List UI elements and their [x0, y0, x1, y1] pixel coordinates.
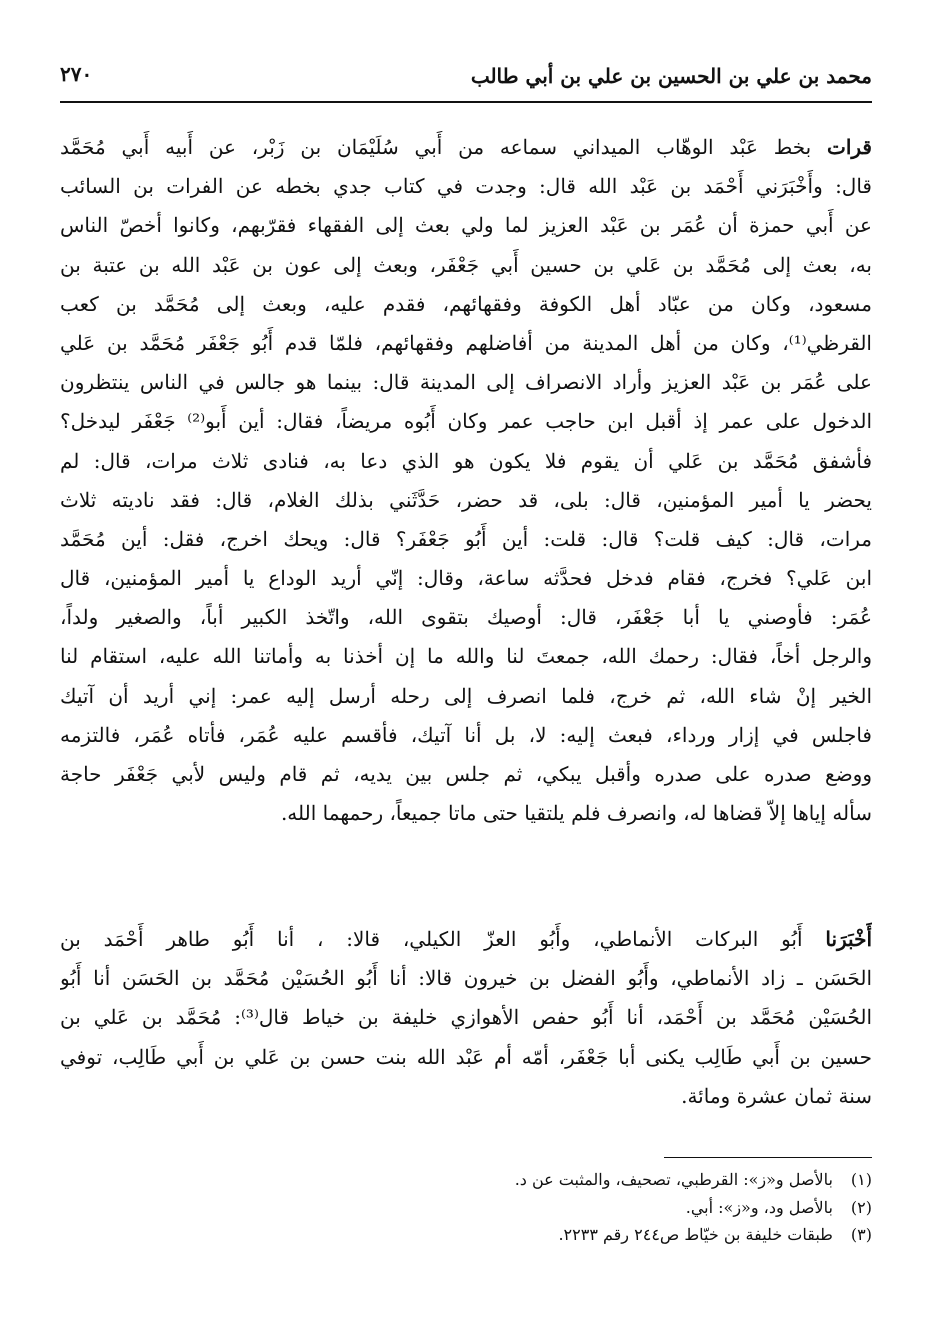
running-title: محمد بن علي بن الحسين بن علي بن أبي طالب: [470, 64, 872, 88]
footnotes: [60, 1166, 872, 1249]
running-header: [60, 58, 872, 100]
footnote: [60, 1194, 872, 1222]
text-line: فاجلس في إزار ورداء، فبعث إليه: لا، بل أنا آتيك، فأقسم عليه عُمَر، فأتاه عُمَر، فالتزمه: [60, 722, 872, 747]
text-line: مرات، قال: كيف قلت؟ قال: قلت: أين أَبُو جَعْفَر؟ قال: ويحك اخرج، فقل: أين مُحَمَّد: [60, 526, 872, 551]
text-line: مسعود، وكان من عبّاد أهل الكوفة وفقهائهم، فقدم عليه، وبعث إلى مُحَمَّد بن كعب: [60, 291, 872, 316]
paragraph-1: [60, 128, 872, 833]
text-line: حسين بن أَبي طَالِب يكنى أبا جَعْفَر، أمّه أم عَبْد الله بنت حسن بن عَلي بن أَبي طَالِب، توفي: [60, 1044, 872, 1069]
text-line: عُمَر: فأوصني يا أبا جَعْفَر، قال: أوصيك بتقوى الله، واتّخذ الكبير أباً، والصغير ولداً،: [60, 605, 872, 630]
footnote-text: بالأصل ود، و«ز»: أبي.: [685, 1197, 833, 1217]
text-line: سنة ثمان عشرة ومائة.: [681, 1083, 872, 1108]
footnote-text: طبقات خليفة بن خيّاط ص٢٤٤ رقم ٢٢٣٣.: [558, 1225, 833, 1244]
text-line: سأله إياها إلاّ قضاها له، وانصرف فلم يلتقيا حتى ماتا جميعاً، رحمهما الله.: [280, 801, 872, 826]
text-line: والرجل أخاً، فقال: رحمك الله، جمعتَ لنا والله ما إن أخذنا به وأماتنا الله عليه، استقام لنا: [60, 644, 872, 669]
paragraph-lead-word: أَخْبَرَنا: [825, 927, 872, 951]
text-line: قال: وأَخْبَرَني أَحْمَد بن عَبْد الله قال: وجدت في كتاب جدي بخطه عن الفرات بن السائب: [60, 174, 872, 199]
paragraph-lead-word: قرات: [827, 135, 872, 159]
text-line: الدخول على عمر إذ أقبل ابن حاجب عمر وكان أَبُوه مريضاً، فقال: أين أَبو⁽²⁾ جَعْفَر ليدخل؟: [60, 409, 872, 434]
text-line: الحَسَن ـ زاد الأنماطي، وأَبُو الفضل بن خيرون قالا: أنا أَبُو الحُسَيْن مُحَمَّد بن الحَسَن أنا أَبُو: [60, 966, 872, 991]
text-line: ابن عَلي؟ فخرج، فقام فدخل فحدَّثه ساعة، وقال: إنّي أريد الوداع يا أمير المؤمنين، قال: [60, 566, 872, 591]
text-line: الخير إنْ شاء الله، ثم خرج، فلما انصرف إلى رحله أرسل إليه عمر: إني أريد أن آتيك: [60, 683, 872, 708]
footnote-number: (٣): [850, 1225, 872, 1244]
footnote: [60, 1221, 872, 1249]
text-line: الحُسَيْن مُحَمَّد بن أَحْمَد، أنا أَبُو حفص الأهوازي خليفة بن خياط قال⁽³⁾: مُحَمَّد بن عَلي بن: [60, 1005, 872, 1030]
text-line: يحضر يا أمير المؤمنين، قال: بلى، قد حضر، حَدَّثَني بذلك الغلام، قال: فقد ناديته ثلاث: [60, 487, 872, 512]
text-line: به، بعث إلى مُحَمَّد بن عَلي بن حسين أَبي جَعْفَر، وبعث إلى عون بن عَبْد الله بن عتبة بن: [60, 252, 872, 277]
footnote: [60, 1166, 872, 1194]
text-line: أَخْبَرَنا أَبُو البركات الأنماطي، وأَبُو العزّ الكيلي، قالا: ، أنا أَبُو طاهر أَحْمَد بن: [60, 927, 872, 951]
footnote-text: بالأصل و«ز»: القرطبي، تصحيف، والمثبت عن د.: [514, 1170, 833, 1189]
header-divider: [60, 101, 872, 103]
text-line: فأشفق مُحَمَّد بن عَلي أن يقوم فلا يكون هو الذي دعا به، فنادى ثلاث مرات، قال: لم: [60, 448, 872, 473]
footnote-number: (١): [850, 1170, 872, 1189]
text-line: عن أَبي حمزة أن عُمَر بن عَبْد العزيز لما ولي بعث إلى الفقهاء فقرّبهم، وكانوا أخصّ الناس: [60, 213, 872, 238]
text-line: على عُمَر بن عَبْد العزيز وأراد الانصراف إلى المدينة قال: بينما هو جالس في الناس ينتظرون: [60, 370, 872, 395]
page-number: ٢٧٠: [60, 62, 93, 86]
text-line: القرظي⁽¹⁾، وكان من أهل المدينة من أفاضلهم وفقهائهم، فلمّا قدم أَبُو جَعْفَر مُحَمَّد بن عَلي: [60, 330, 872, 355]
paragraph-2: [60, 920, 872, 1116]
footnote-number: (٢): [850, 1197, 872, 1217]
footnote-divider: [664, 1157, 872, 1158]
text-line: ووضع صدره على صدره وأقبل يبكي، ثم جلس بين يديه، ثم قام وليس لأبي جَعْفَر حاجة: [60, 762, 872, 786]
text-line: قرات بخط عَبْد الوهّاب الميداني سماعه من أَبي سُلَيْمَان بن زَبْر، عن أَبيه أَبي مُحَمَّد: [60, 135, 872, 159]
